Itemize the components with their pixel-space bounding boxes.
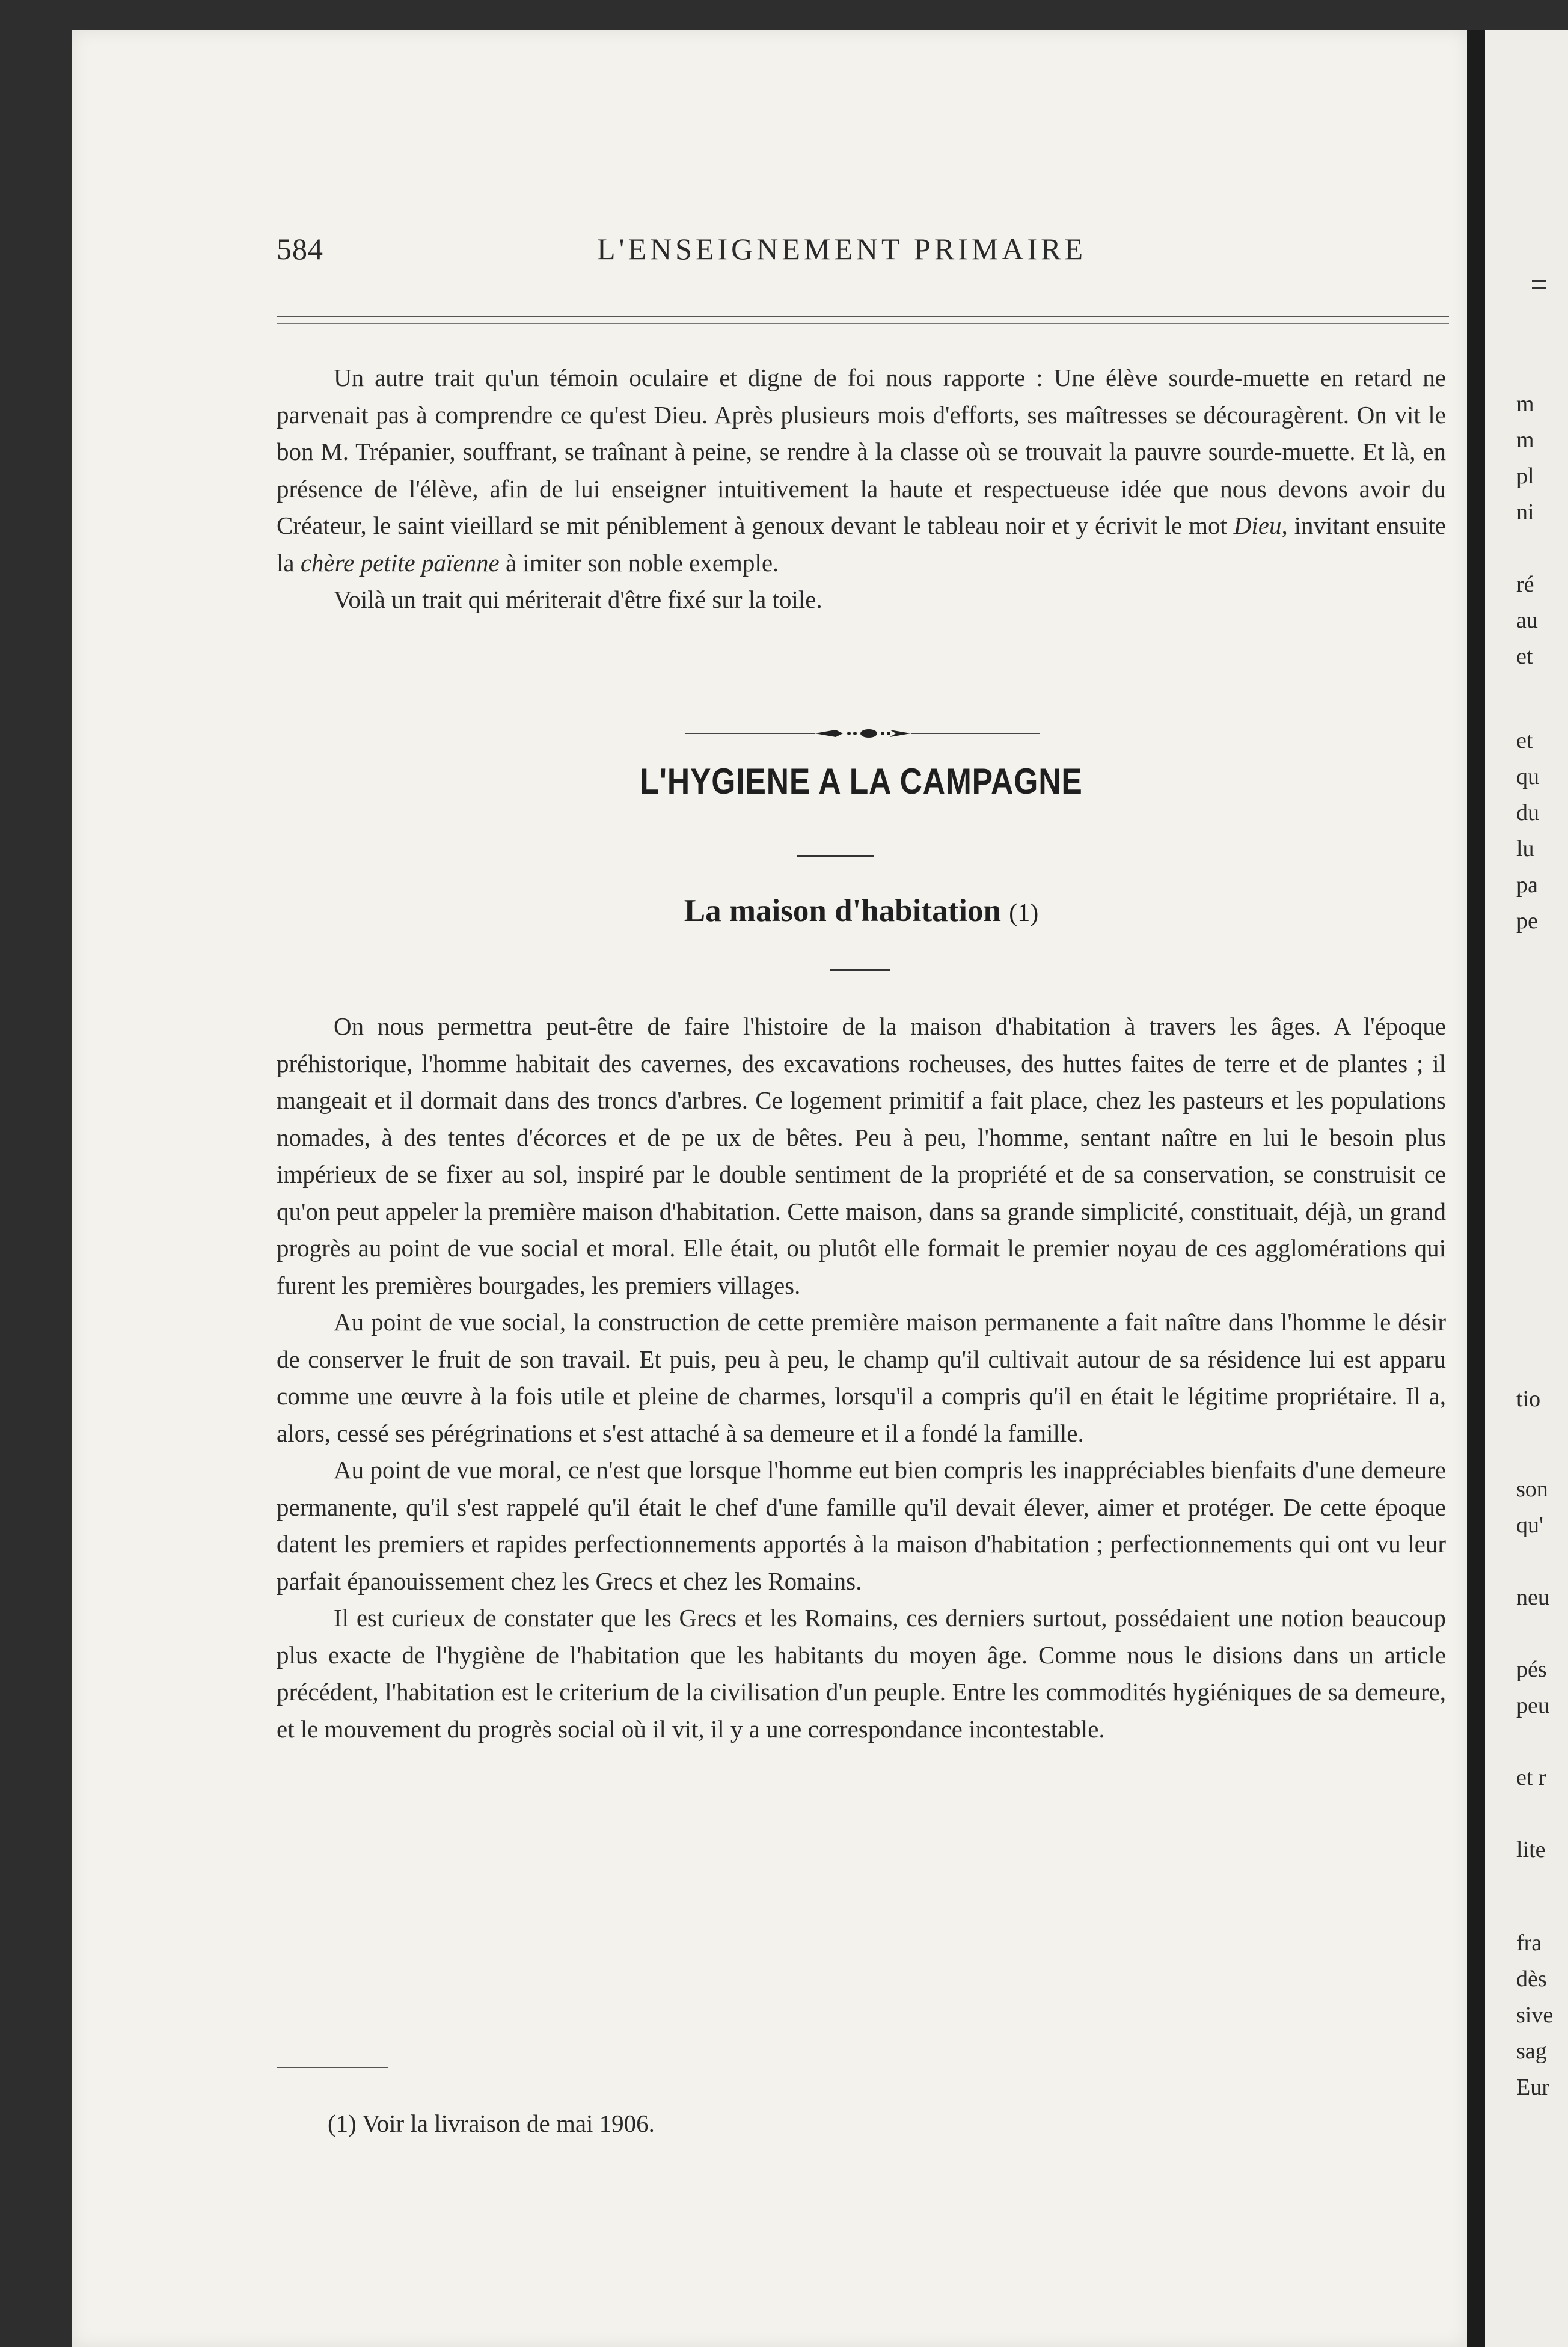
book-gutter (1467, 30, 1485, 2347)
intro-text-part: invitant ensuite la (277, 512, 1446, 577)
facing-page-fragment: fra (1516, 1930, 1542, 1956)
facing-page-fragment: lu (1516, 836, 1534, 861)
facing-page-fragment: lite (1516, 1837, 1546, 1862)
facing-page-fragment: Eur (1516, 2075, 1549, 2100)
facing-page-fragment: neu (1516, 1585, 1549, 1610)
title-rule (797, 855, 874, 857)
article-paragraph: Il est curieux de constater que les Grecs et les Romains, ces derniers surtout, possédaient une notion beaucoup plus exacte de l'hygiène de l'habitation que les habitants du moyen âge. Comme nous le disions dans un article précédent, l'habitation est le criterium de la civilisation d'un peuple. Entre les commodités hygiéniques de sa demeure, et le mouvement du progrès social où il vit, il y a une correspondance incontestable. (277, 1604, 1446, 1743)
facing-page-fragment: et r (1516, 1765, 1546, 1790)
facing-page-fragment: peu (1516, 1693, 1549, 1718)
article-paragraph: On nous permettra peut-être de faire l'histoire de la maison d'habitation à travers les âges. A l'époque préhistorique, l'homme habitait des cavernes, des excavations rocheuses, des huttes faites de terre et de plantes ; il mangeait et il dormait dans des troncs d'arbres. Ce logement primitif a fait place, chez les pasteurs et les populations nomades, à des tentes d'écorces et de pe ux de bêtes. Peu à peu, l'homme, sentant naître en lui le besoin plus impérieux de se fixer au sol, inspiré par le double sentiment de la propriété et de sa conservation, se construisit ce qu'on peut appeler la première maison d'habitation. Cette maison, dans sa grande simplicité, constituait, déjà, un grand progrès au point de vue social et moral. Elle était, ou plutôt elle formait le premier noyau de ces agglomérations qui furent les premières bourgades, les premiers villages. (277, 1012, 1446, 1299)
facing-page-fragment: qu' (1516, 1513, 1543, 1538)
section-ornament (685, 724, 1040, 742)
running-title: L'ENSEIGNEMENT PRIMAIRE (596, 232, 1087, 266)
page-number: 584 (277, 232, 323, 266)
intro-paragraph (277, 360, 1446, 581)
intro-text (277, 360, 1446, 619)
article-paragraph: Au point de vue moral, ce n'est que lorsque l'homme eut bien compris les inappréciables bienfaits d'une demeure permanente, qu'il s'est rappelé qu'il était le chef d'une famille qu'il devait élever, aimer et protéger. De cette époque datent les premiers et rapides perfectionnements apportés à la maison d'habitation ; perfectionnements qui ont vu leur parfait épanouissement chez les Grecs et chez les Romains. (277, 1456, 1446, 1595)
page-header (204, 225, 1455, 280)
right-page-edge (1485, 30, 1568, 2347)
facing-page-fragment: qu (1516, 764, 1539, 789)
facing-page-fragment: pe (1516, 908, 1538, 934)
facing-page-fragment: et (1516, 728, 1533, 753)
facing-page-fragment: son (1516, 1476, 1548, 1502)
facing-page-fragment: du (1516, 800, 1539, 825)
facing-page-fragment: m (1516, 391, 1534, 417)
facing-page-fragment: sag (1516, 2039, 1547, 2064)
facing-page-fragment: ré (1516, 572, 1534, 597)
intro-text-part: Un autre trait qu'un témoin oculaire et digne de foi nous rapporte : Une élève sourde-muette en retard ne parvenait pas à comprendre ce qu'est Dieu. Après plusieurs mois d'efforts, ses maîtresses se découragèrent. On vit le bon M. Trépanier, souffrant, se traînant à peine, se rendre à la classe où se trouvait la pauvre sourde-muette. Et là, en présence de l'élève, afin de lui enseigner intuitivement la haute et respectueuse idée que nous devons avoir du Créateur, le saint vieillard se mit péniblement à genoux devant le tableau noir et y écrivit le mot (277, 364, 1446, 539)
article-subtitle (277, 893, 1446, 929)
subtitle-rule (830, 969, 890, 971)
subtitle-text: La maison d'habitation (684, 893, 1001, 928)
intro-text-part: à imiter son noble exemple. (499, 548, 779, 577)
facing-page-mark-icon (1521, 274, 1557, 298)
facing-page-fragment: pl (1516, 464, 1534, 489)
facing-page-fragment: dès (1516, 1966, 1547, 1992)
facing-page-fragment: tio (1516, 1386, 1541, 1412)
article-text (277, 1008, 1446, 1748)
facing-page-fragment: et (1516, 644, 1533, 669)
intro-italic-phrase: chère petite païenne (300, 548, 500, 577)
facing-page-fragment: sive (1516, 2003, 1554, 2028)
header-double-rule (277, 316, 1449, 324)
section-title: L'HYGIENE A LA CAMPAGNE (640, 761, 1083, 801)
facing-page-fragment: m (1516, 427, 1534, 453)
facing-page-fragment: pés (1516, 1657, 1547, 1682)
facing-page-fragment: pa (1516, 872, 1538, 898)
facing-page-fragment: au (1516, 608, 1538, 633)
intro-italic-word: Dieu, (1233, 512, 1288, 539)
intro-paragraph: Voilà un trait qui mériterait d'être fixé sur la toile. (334, 586, 822, 613)
footnote: (1) Voir la livraison de mai 1906. (328, 2110, 655, 2137)
facing-page-fragment: ni (1516, 500, 1534, 525)
footnote-reference: (1) (1009, 899, 1039, 927)
article-paragraph: Au point de vue social, la construction de cette première maison permanente a fait naître dans l'homme le désir de conserver le fruit de son travail. Et puis, peu à peu, le champ qu'il cultivait autour de sa résidence lui est apparu comme une œuvre à la fois utile et pleine de charmes, lorsqu'il a compris qu'il en était le légitime propriétaire. Il a, alors, cessé ses pérégrinations et s'est attaché à sa demeure et il a fondé la famille. (277, 1308, 1446, 1447)
footnote-rule (277, 2067, 388, 2068)
